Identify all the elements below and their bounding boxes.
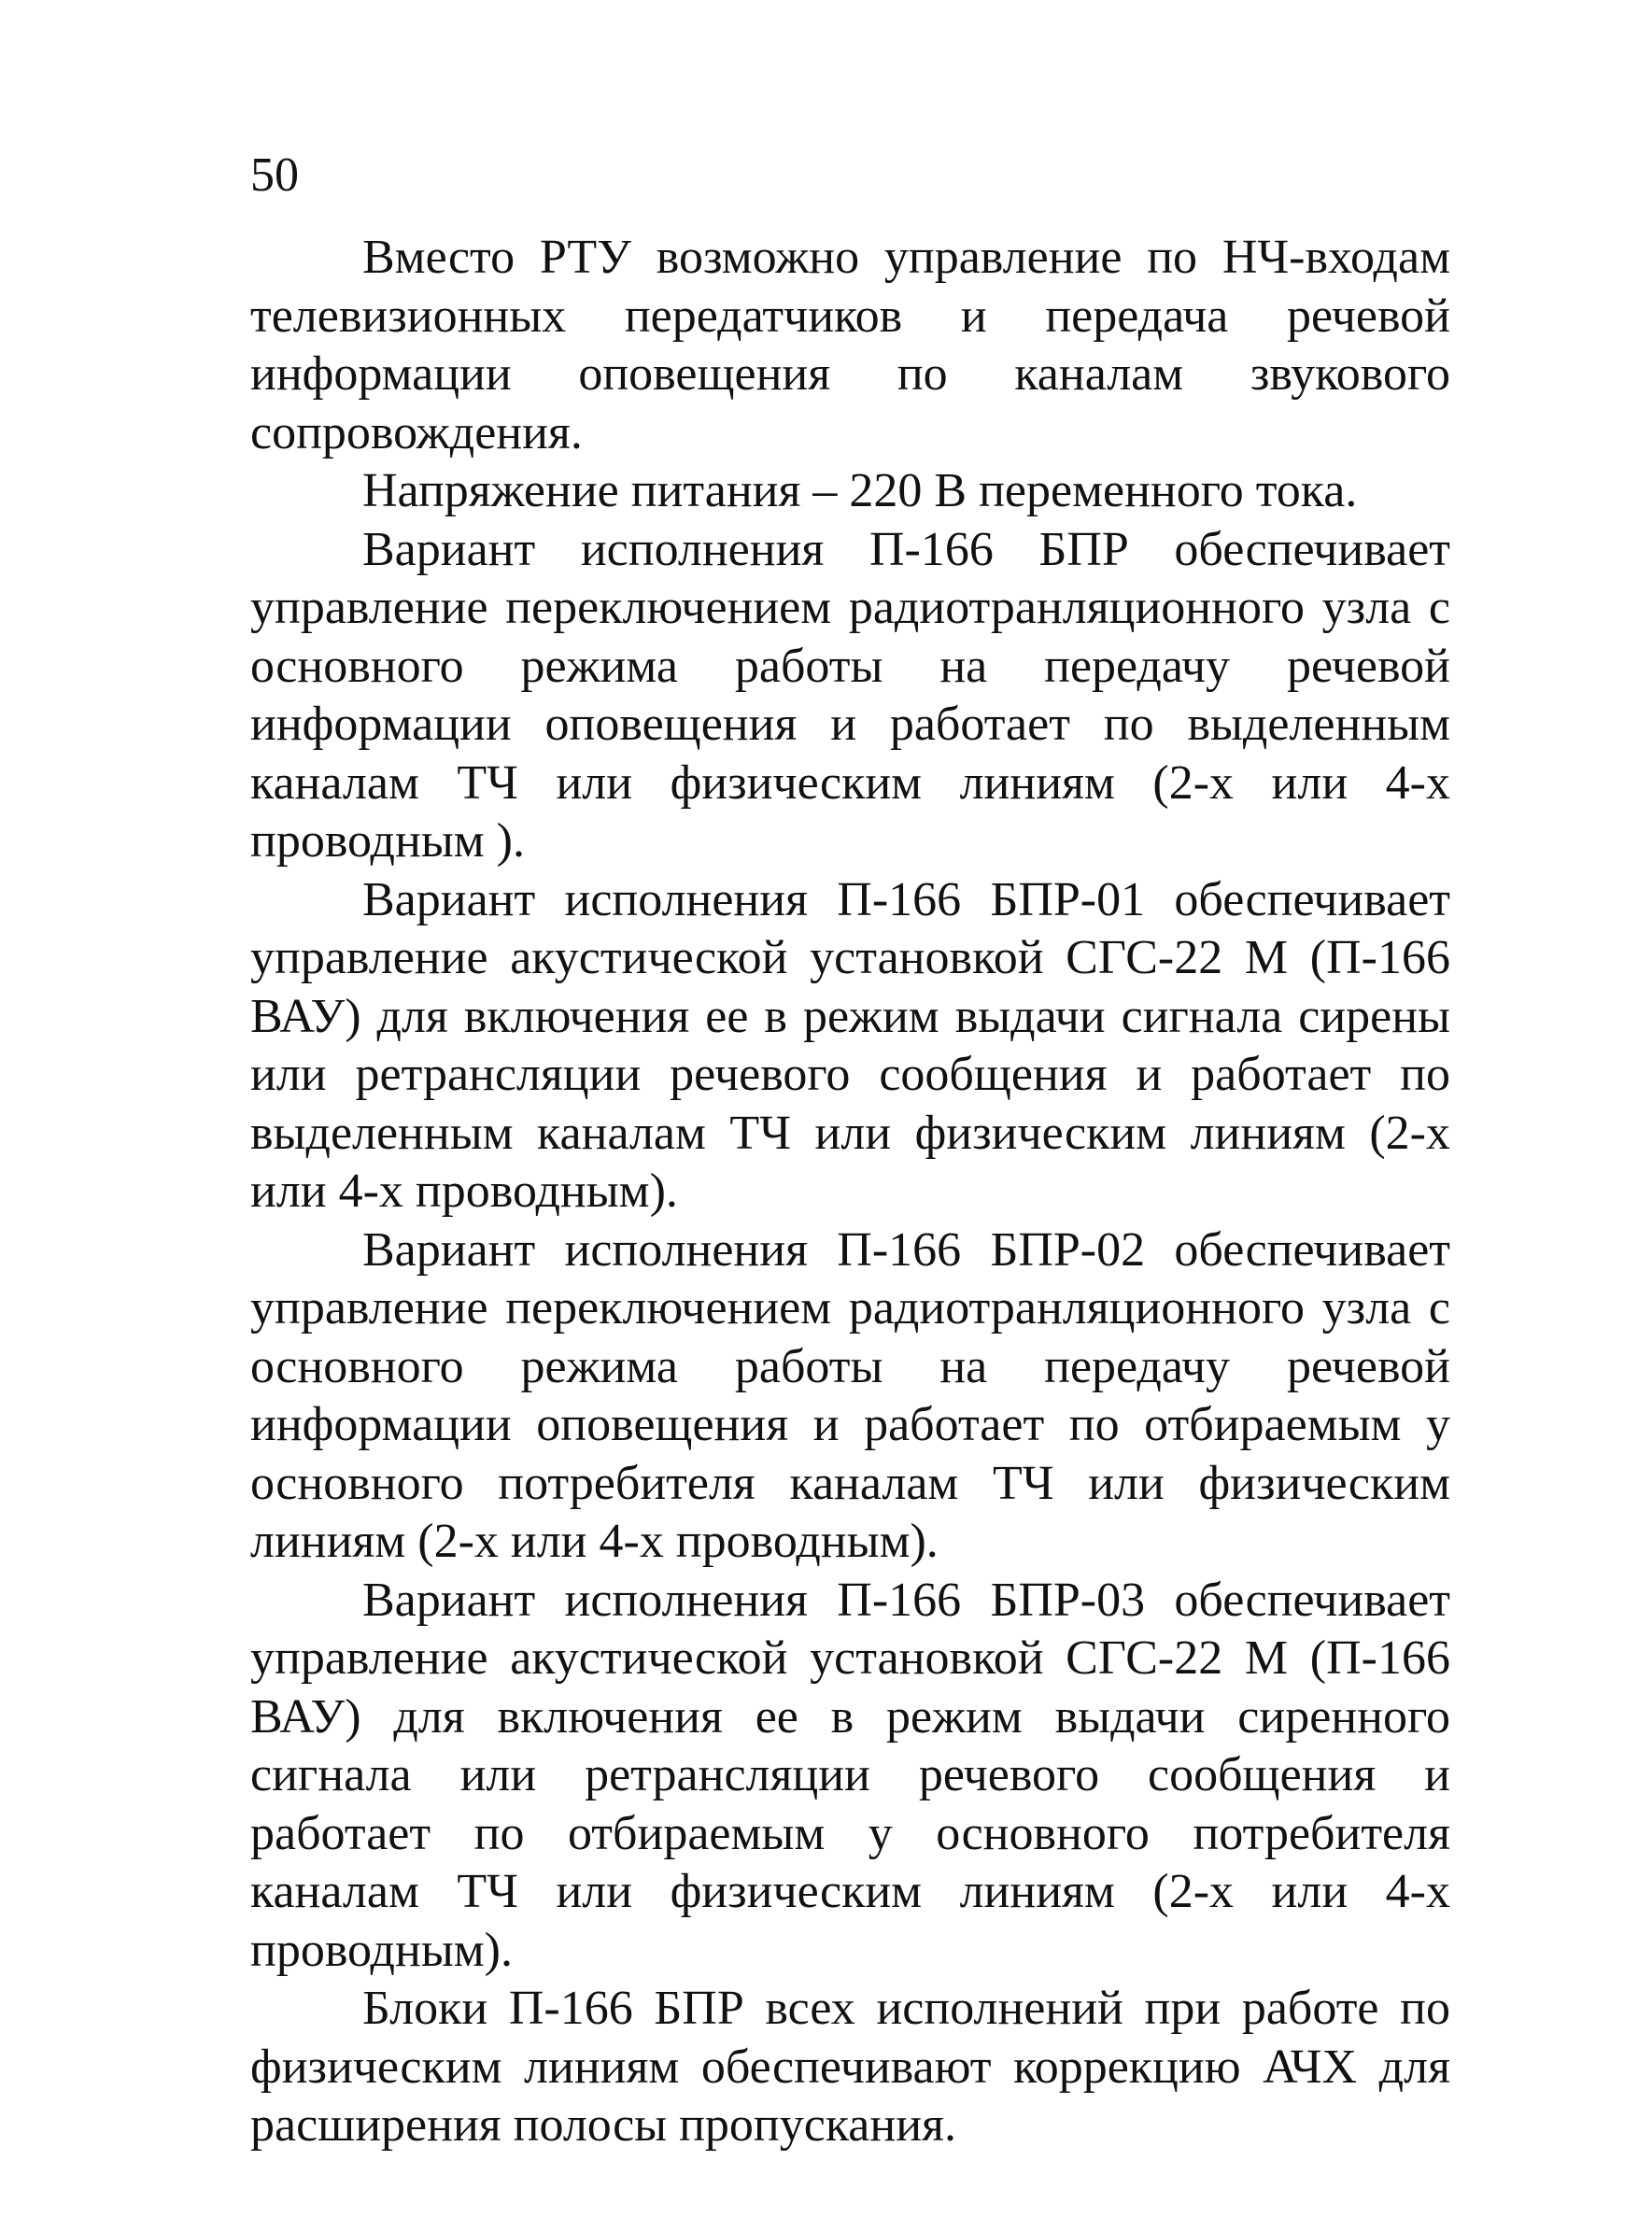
paragraph-supply-voltage: Напряжение питания – 220 В переменного тока. <box>362 464 1358 517</box>
paragraph-variant-bpr-03: Вариант исполнения П-166 БПР-03 обеспечивает управление акустической установкой СГС-22 М (П-166 ВАУ) для включения ее в режим выдачи сиренного сигнала или ретрансляции речевого сообщения и работает по отбираемым у основного потребителя каналам ТЧ или физическим линиям (2-х или 4-х проводным). <box>250 1573 1450 1977</box>
paragraph-frequency-correction: Блоки П-166 БПР всех исполнений при работе по физическим линиям обеспечивают коррекцию АЧХ для расширения полосы пропускания. <box>250 1982 1450 2152</box>
document-body <box>250 229 1450 2155</box>
paragraph-rtu-control: Вместо РТУ возможно управление по НЧ-входам телевизионных передатчиков и передача речевой информации оповещения по каналам звукового сопровождения. <box>250 231 1450 459</box>
page-number: 50 <box>250 148 299 202</box>
paragraph-variant-bpr: Вариант исполнения П-166 БПР обеспечивает управление переключением радиотранляционного узла с основного режима работы на передачу речевой информации оповещения и работает по выделенным каналам ТЧ или физическим линиям (2-х или 4-х проводным ). <box>250 522 1450 868</box>
paragraph-variant-bpr-01: Вариант исполнения П-166 БПР-01 обеспечивает управление акустической установкой СГС-22 М (П-166 ВАУ) для включения ее в режим выдачи сигнала сирены или ретрансляции речевого сообщения и работает по выделенным каналам ТЧ или физическим линиям (2-х или 4-х проводным). <box>250 872 1450 1218</box>
paragraph-variant-bpr-02: Вариант исполнения П-166 БПР-02 обеспечивает управление переключением радиотранляционного узла с основного режима работы на передачу речевой информации оповещения и работает по отбираемым у основного потребителя каналам ТЧ или физическим линиям (2-х или 4-х проводным). <box>250 1222 1450 1568</box>
